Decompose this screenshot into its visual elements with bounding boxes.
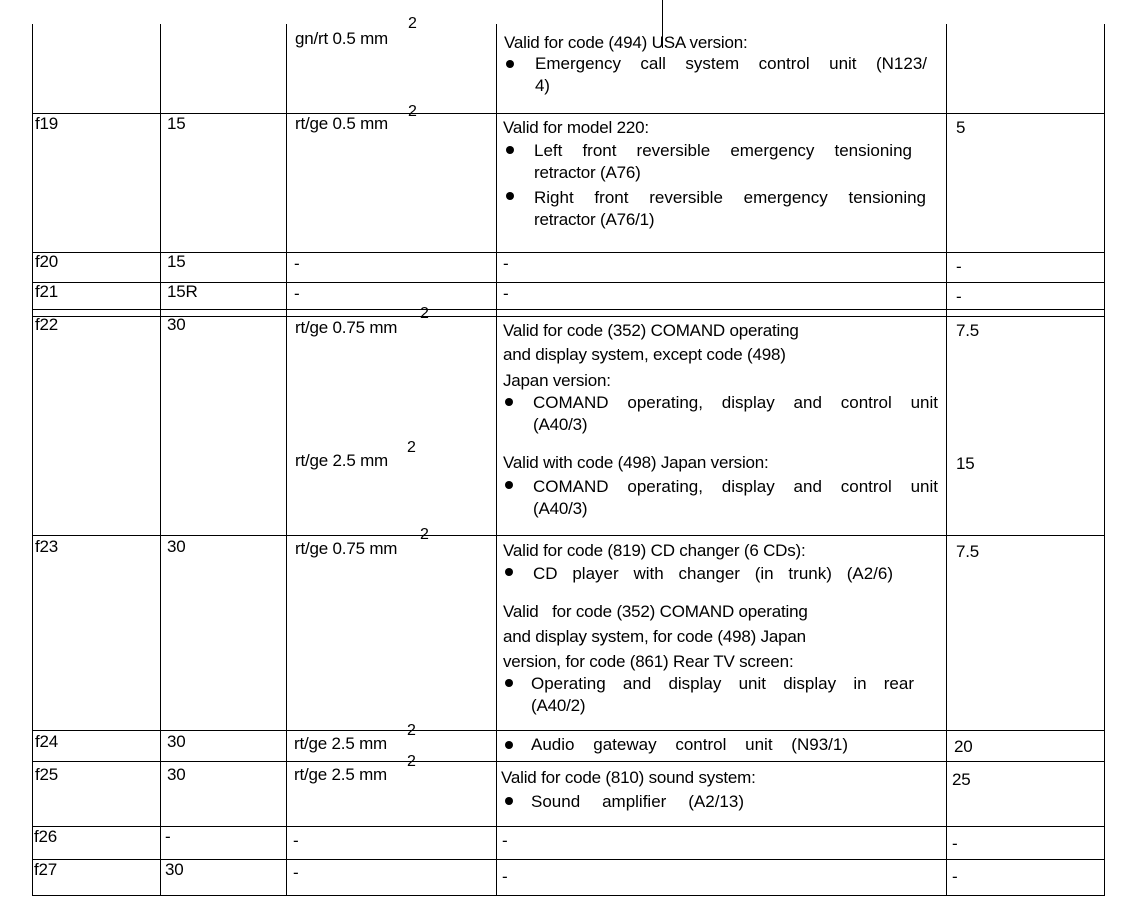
terminal: 30 [167, 765, 186, 784]
terminal: 30 [167, 732, 186, 751]
terminal: 15R [167, 282, 198, 301]
consumer-item: Sound amplifier (A2/13) [531, 792, 744, 811]
wire-spec-superscript: 2 [408, 15, 417, 32]
consumer-item: Right front reversible emergency tensioning [534, 188, 926, 207]
fuse-number: f22 [35, 315, 59, 334]
amperage: 20 [954, 737, 973, 756]
wire-spec-superscript: 2 [407, 722, 416, 739]
consumer-item-cont: (A40/2) [531, 696, 586, 715]
consumer: - [503, 284, 509, 303]
row-divider [32, 730, 1105, 731]
fuse-number: f21 [35, 282, 59, 301]
consumer-intro: Valid for code (352) COMAND operating [503, 602, 808, 621]
row-divider [32, 309, 1105, 310]
fuse-number: f23 [35, 537, 59, 556]
bullet-icon [505, 741, 513, 749]
wire-spec: - [293, 831, 299, 850]
consumer-intro: and display system, for code (498) Japan [503, 627, 806, 646]
amperage: 7.5 [956, 321, 980, 340]
amperage: - [952, 867, 958, 886]
amperage: - [956, 257, 962, 276]
column-divider [160, 24, 161, 896]
consumer-intro: Valid for code (810) sound system: [501, 768, 756, 787]
consumer: - [503, 254, 509, 273]
wire-spec: gn/rt 0.5 mm [295, 29, 389, 48]
row-divider [32, 859, 1105, 860]
wire-spec: rt/ge 2.5 mm [294, 765, 388, 784]
wire-spec: rt/ge 0.75 mm [295, 539, 398, 558]
consumer-item: Left front reversible emergency tensioning [534, 141, 912, 160]
consumer-item-cont: retractor (A76) [534, 163, 641, 182]
wire-spec: rt/ge 2.5 mm [295, 451, 389, 470]
amperage: 25 [952, 770, 971, 789]
wire-spec: rt/ge 0.5 mm [295, 114, 389, 133]
terminal: 30 [165, 860, 184, 879]
bullet-icon [506, 192, 514, 200]
wire-spec: - [294, 284, 300, 303]
wire-spec-superscript: 2 [420, 526, 429, 543]
consumer-item-cont: retractor (A76/1) [534, 210, 655, 229]
consumer-item-cont: (A40/3) [533, 415, 588, 434]
consumer-intro: Valid for code (352) COMAND operating [503, 321, 799, 340]
wire-spec-superscript: 2 [420, 305, 429, 322]
fuse-number: f26 [34, 827, 58, 846]
terminal: 30 [167, 537, 186, 556]
bullet-icon [505, 568, 513, 576]
table-border-left [32, 24, 33, 896]
consumer-intro: Japan version: [503, 371, 611, 390]
table-border-right [1104, 24, 1105, 896]
row-divider [32, 826, 1105, 827]
bullet-icon [505, 797, 513, 805]
terminal: - [165, 827, 171, 846]
consumer-intro: Valid for model 220: [503, 118, 649, 137]
fuse-number: f25 [35, 765, 59, 784]
table-border-bottom [32, 895, 1105, 896]
fuse-number: f27 [34, 860, 58, 879]
consumer-intro: Valid with code (498) Japan version: [503, 453, 769, 472]
amperage: 15 [956, 454, 975, 473]
column-divider [946, 24, 947, 896]
wire-spec-superscript: 2 [408, 103, 417, 120]
fuse-number: f20 [35, 252, 59, 271]
wire-spec: rt/ge 2.5 mm [294, 734, 388, 753]
bullet-icon [506, 146, 514, 154]
consumer-item: COMAND operating, display and control unit [533, 393, 938, 412]
terminal: 15 [167, 114, 186, 133]
amperage: 5 [956, 118, 966, 137]
consumer-item: Emergency call system control unit (N123/ [535, 54, 927, 73]
row-divider [32, 113, 1105, 114]
consumer-item-cont: (A40/3) [533, 499, 588, 518]
consumer-intro: Valid for code (819) CD changer (6 CDs): [503, 541, 806, 560]
row-divider [32, 252, 1105, 253]
bullet-icon [506, 60, 514, 68]
column-divider [286, 24, 287, 896]
amperage: - [952, 834, 958, 853]
wire-spec-superscript: 2 [407, 439, 416, 456]
bullet-icon [505, 398, 513, 406]
consumer: - [502, 831, 508, 850]
consumer-item: CD player with changer (in trunk) (A2/6) [533, 564, 893, 583]
row-divider [32, 316, 1105, 317]
row-divider [32, 535, 1105, 536]
terminal: 30 [167, 315, 186, 334]
fuse-number: f24 [35, 732, 59, 751]
consumer-item: Operating and display unit display in rear [531, 674, 914, 693]
row-divider [32, 761, 1105, 762]
wire-spec: - [293, 863, 299, 882]
wire-spec: - [294, 254, 300, 273]
bullet-icon [505, 679, 513, 687]
consumer-item: COMAND operating, display and control unit [533, 477, 938, 496]
bullet-icon [505, 481, 513, 489]
column-divider [496, 24, 497, 896]
terminal: 15 [167, 252, 186, 271]
consumer: - [502, 867, 508, 886]
consumer-intro: Valid for code (494) USA version: [504, 33, 748, 52]
consumer-intro: and display system, except code (498) [503, 345, 786, 364]
consumer-intro: version, for code (861) Rear TV screen: [503, 652, 794, 671]
amperage: - [956, 287, 962, 306]
wire-spec: rt/ge 0.75 mm [295, 318, 398, 337]
wire-spec-superscript: 2 [407, 753, 416, 770]
amperage: 7.5 [956, 542, 980, 561]
fuse-number: f19 [35, 114, 59, 133]
consumer-item-cont: 4) [535, 76, 550, 95]
consumer-item: Audio gateway control unit (N93/1) [531, 735, 848, 754]
